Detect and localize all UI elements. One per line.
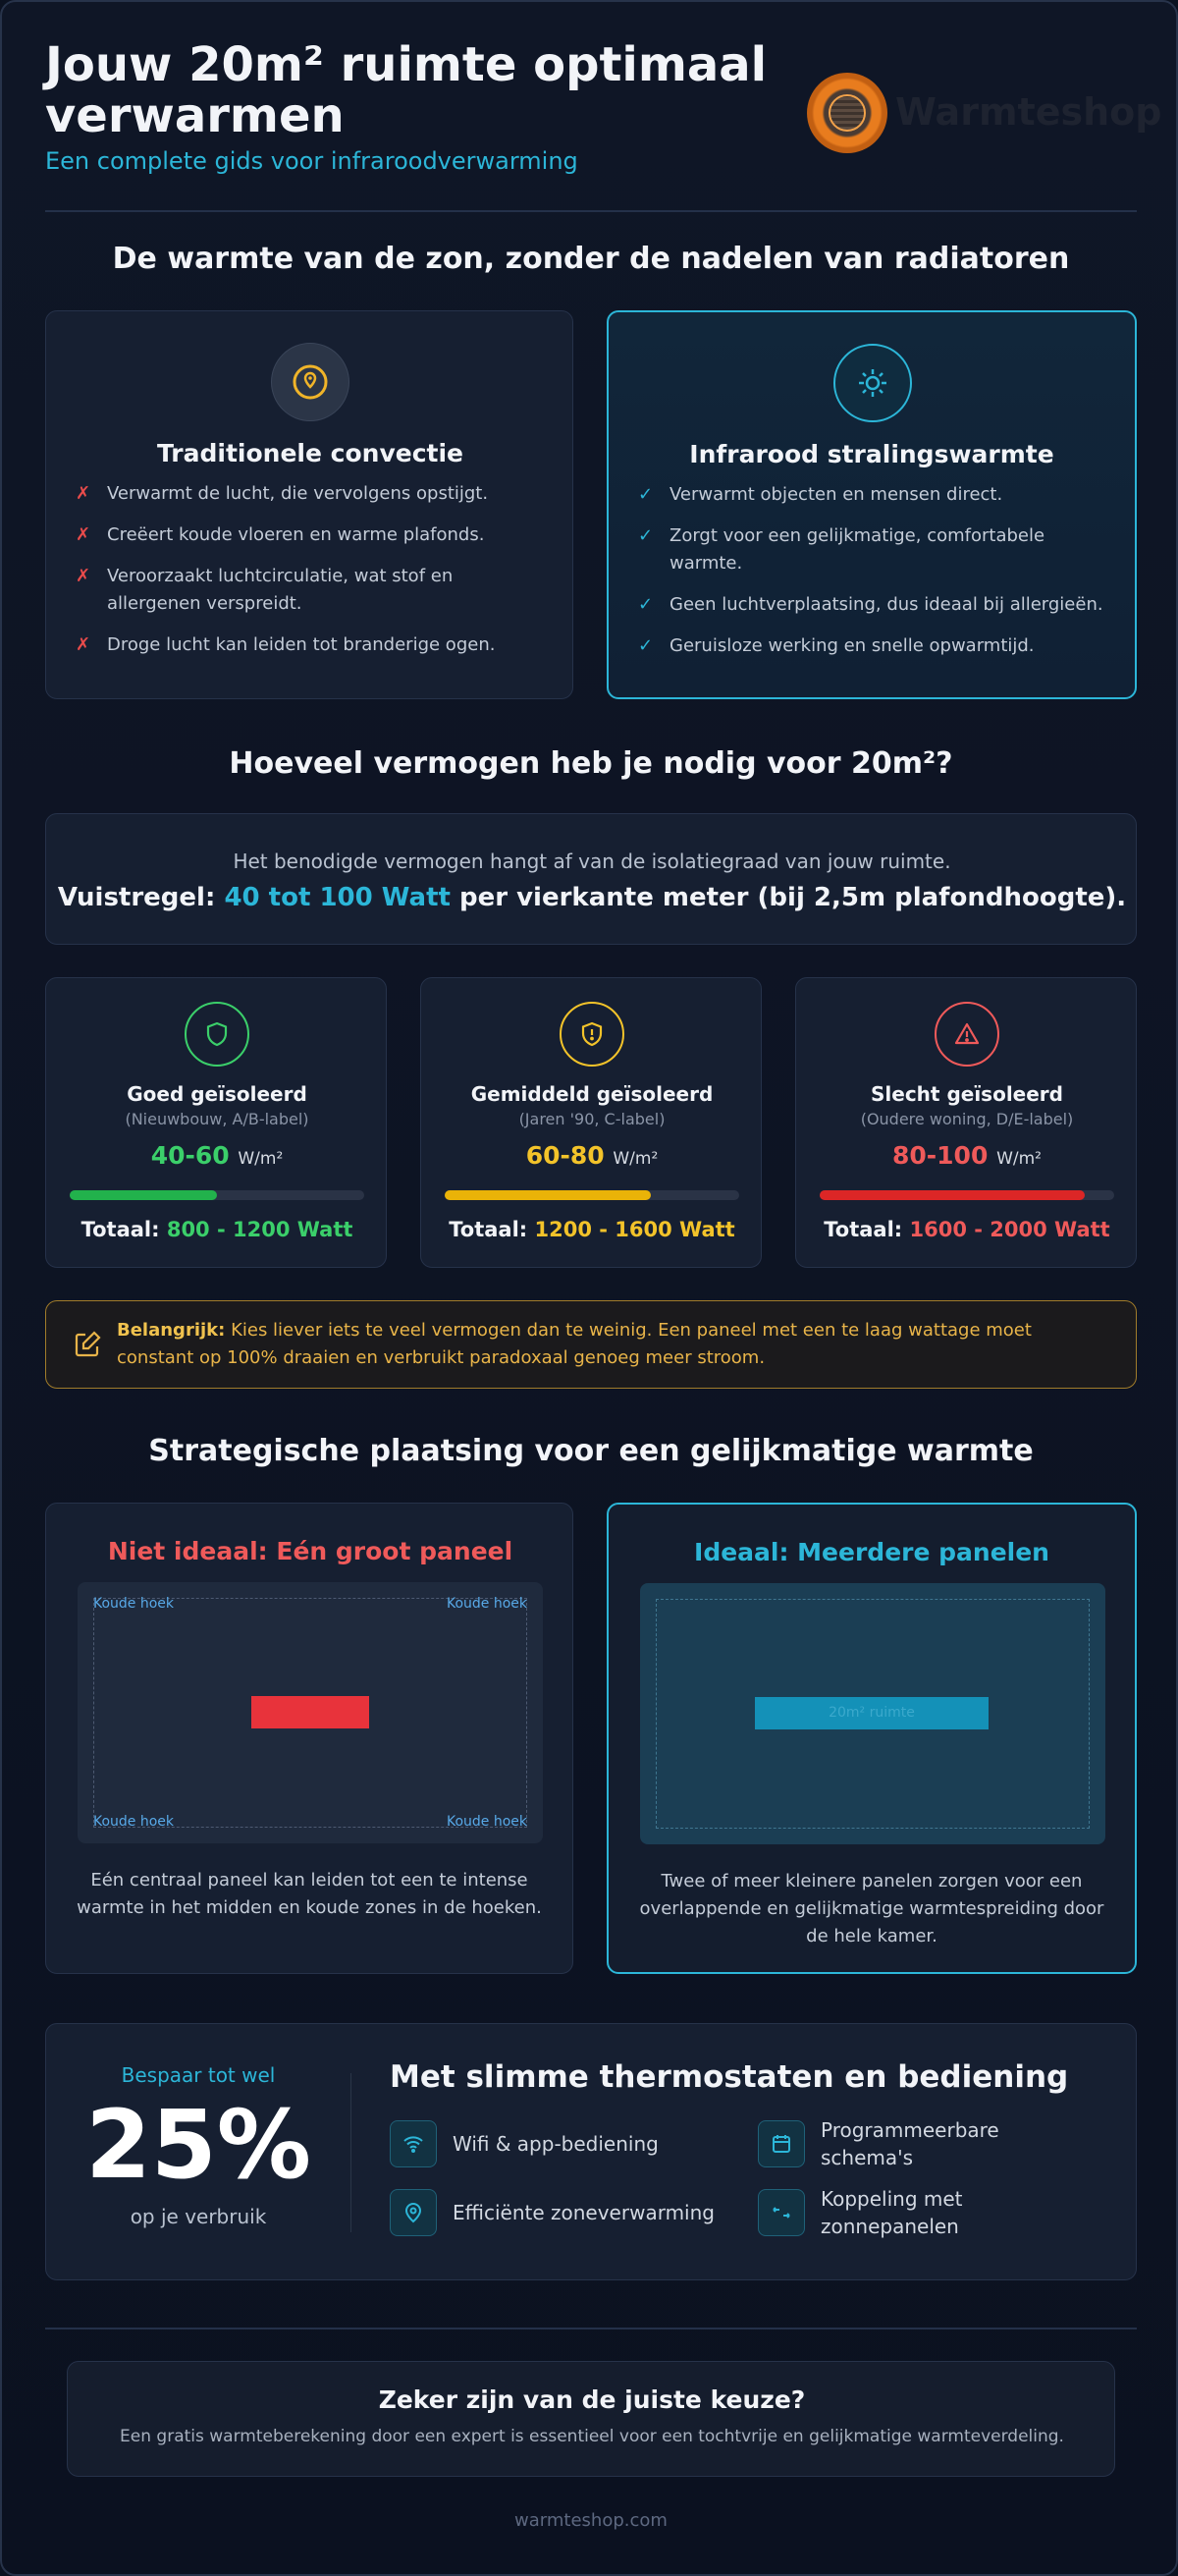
rule-of-thumb-box [45, 813, 1137, 945]
list-item: ✗ Verwarmt de lucht, die vervolgens opstijgt. [76, 480, 547, 508]
cold-corner-label: Koude hoek [446, 1814, 527, 1830]
thermostat-heading: Met slimme thermostaten en bediening [390, 2059, 1069, 2095]
feature-item: Programmeerbare schema's [758, 2118, 1111, 2169]
placement-bad-title: Niet ideaal: Eén groot paneel [107, 1537, 513, 1565]
placement-good-title: Ideaal: Meerdere panelen [694, 1538, 1049, 1566]
thermostat-card [45, 2023, 1137, 2280]
check-icon: ✓ [638, 594, 654, 615]
check-icon: ✓ [638, 525, 654, 546]
cross-icon: ✗ [76, 524, 91, 545]
infrared-list [638, 481, 1113, 660]
cta-text: Een gratis warmteberekening door een expert is essentieel voor een tochtvrije en gelijkmatige warmteverdeling. [120, 2427, 1064, 2446]
insulation-card-average [420, 977, 762, 1268]
wattage-range: 60-80 W/m² [525, 1141, 659, 1170]
shield-icon [185, 1002, 249, 1067]
cold-corner-label: Koude hoek [93, 1814, 175, 1830]
divider [45, 210, 1137, 212]
important-tip [45, 1300, 1137, 1389]
cold-corner-label: Koude hoek [446, 1596, 527, 1612]
insulation-subtitle: (Jaren '90, C-label) [518, 1110, 666, 1128]
insulation-card-poor [795, 977, 1137, 1268]
wattage-range: 40-60 W/m² [150, 1141, 284, 1170]
single-panel [251, 1696, 369, 1728]
list-item: ✗ Creëert koude vloeren en warme plafonds. [76, 521, 547, 549]
calendar-icon [758, 2120, 805, 2167]
feature-item: Wifi & app-bediening [390, 2118, 743, 2169]
multi-panel: 20m² ruimte [755, 1697, 989, 1729]
footer-url[interactable]: warmteshop.com [514, 2510, 668, 2531]
traditional-list [76, 480, 547, 659]
cross-icon: ✗ [76, 483, 91, 504]
total-wattage: Totaal: 1200 - 1600 Watt [449, 1218, 735, 1241]
power-intro: Het benodigde vermogen hangt af van de isolatiegraad van jouw ruimte. [233, 850, 951, 873]
check-icon: ✓ [638, 635, 654, 656]
wattage-bar [70, 1190, 364, 1200]
room-diagram [640, 1583, 1105, 1844]
wattage-bar [445, 1190, 739, 1200]
page-title: Jouw 20m² ruimte optimaal verwarmen [45, 37, 768, 143]
edit-note-icon [72, 1329, 103, 1364]
infrared-title: Infrarood stralingswarmte [689, 440, 1054, 468]
power-heading: Hoeveel vermogen heb je nodig voor 20m²? [229, 746, 953, 781]
list-item: ✗ Veroorzaakt luchtcirculatie, wat stof en allergenen verspreidt. [76, 563, 547, 618]
insulation-subtitle: (Oudere woning, D/E-label) [860, 1110, 1074, 1128]
page-subtitle: Een complete gids voor infraroodverwarming [45, 147, 578, 175]
list-item: ✓ Geruisloze werking en snelle opwarmtijd. [638, 632, 1113, 660]
divider [350, 2073, 351, 2232]
insulation-title: Gemiddeld geïsoleerd [470, 1082, 714, 1106]
insulation-card-good [45, 977, 387, 1268]
insulation-title: Slecht geïsoleerd [871, 1082, 1063, 1106]
divider [45, 2328, 1137, 2329]
brand-name: Warmteshop [895, 90, 1162, 134]
warning-triangle-icon [935, 1002, 999, 1067]
rule-highlight: 40 tot 100 Watt [224, 883, 451, 912]
feature-item: Efficiënte zoneverwarming [390, 2187, 743, 2238]
wattage-bar [820, 1190, 1114, 1200]
placement-bad-card [45, 1503, 573, 1974]
shield-alert-icon [560, 1002, 624, 1067]
placement-good-card [607, 1503, 1137, 1974]
room-diagram [78, 1582, 543, 1843]
placement-bad-desc: Eén centraal paneel kan leiden tot een te intense warmte in het midden en koude zones in de hoeken. [77, 1870, 542, 1918]
warmteshop-logo-icon [807, 73, 887, 153]
tip-text: Belangrijk: Kies liever iets te veel vermogen dan te weinig. Een paneel met een te laag wattage moet constant op 100% draaien en verbruikt paradoxaal genoeg meer stroom. [117, 1320, 1032, 1368]
total-wattage: Totaal: 800 - 1200 Watt [80, 1218, 353, 1241]
list-item: ✓ Verwarmt objecten en mensen direct. [638, 481, 1113, 509]
insulation-subtitle: (Nieuwbouw, A/B-label) [125, 1110, 309, 1128]
insulation-title: Goed geïsoleerd [127, 1082, 307, 1106]
heat-pin-icon [271, 343, 349, 421]
savings-label: Bespaar tot wel [121, 2063, 276, 2087]
traditional-title: Traditionele convectie [157, 439, 463, 467]
savings-value: 25% [85, 2090, 311, 2200]
placement-good-desc: Twee of meer kleinere panelen zorgen voor een overlappende en gelijkmatige warmtespreiding door de hele kamer. [639, 1871, 1104, 1946]
cold-corner-label: Koude hoek [93, 1596, 175, 1612]
list-item: ✓ Geen luchtverplaatsing, dus ideaal bij allergieën. [638, 591, 1113, 619]
cross-icon: ✗ [76, 634, 91, 655]
list-item: ✓ Zorgt voor een gelijkmatige, comfortabele warmte. [638, 522, 1113, 577]
cross-icon: ✗ [76, 566, 91, 586]
check-icon: ✓ [638, 484, 654, 505]
wifi-icon [390, 2120, 437, 2167]
savings-suffix: op je verbruik [130, 2205, 267, 2228]
sun-icon [833, 344, 912, 422]
feature-item: Koppeling met zonnepanelen [758, 2187, 1111, 2238]
cta-title: Zeker zijn van de juiste keuze? [378, 2385, 806, 2414]
wattage-range: 80-100 W/m² [892, 1141, 1042, 1170]
traditional-card [45, 310, 573, 699]
total-wattage: Totaal: 1600 - 2000 Watt [824, 1218, 1110, 1241]
rule-of-thumb: Vuistregel: 40 tot 100 Watt per vierkante meter (bij 2,5m plafondhoogte). [57, 883, 1127, 912]
infrared-card [607, 310, 1137, 699]
list-item: ✗ Droge lucht kan leiden tot branderige ogen. [76, 631, 547, 659]
placement-heading: Strategische plaatsing voor een gelijkmatige warmte [148, 1434, 1034, 1468]
cta-box [67, 2361, 1115, 2477]
location-pin-icon [390, 2189, 437, 2236]
solar-link-icon [758, 2189, 805, 2236]
comparison-heading: De warmte van de zon, zonder de nadelen van radiatoren [112, 242, 1070, 276]
